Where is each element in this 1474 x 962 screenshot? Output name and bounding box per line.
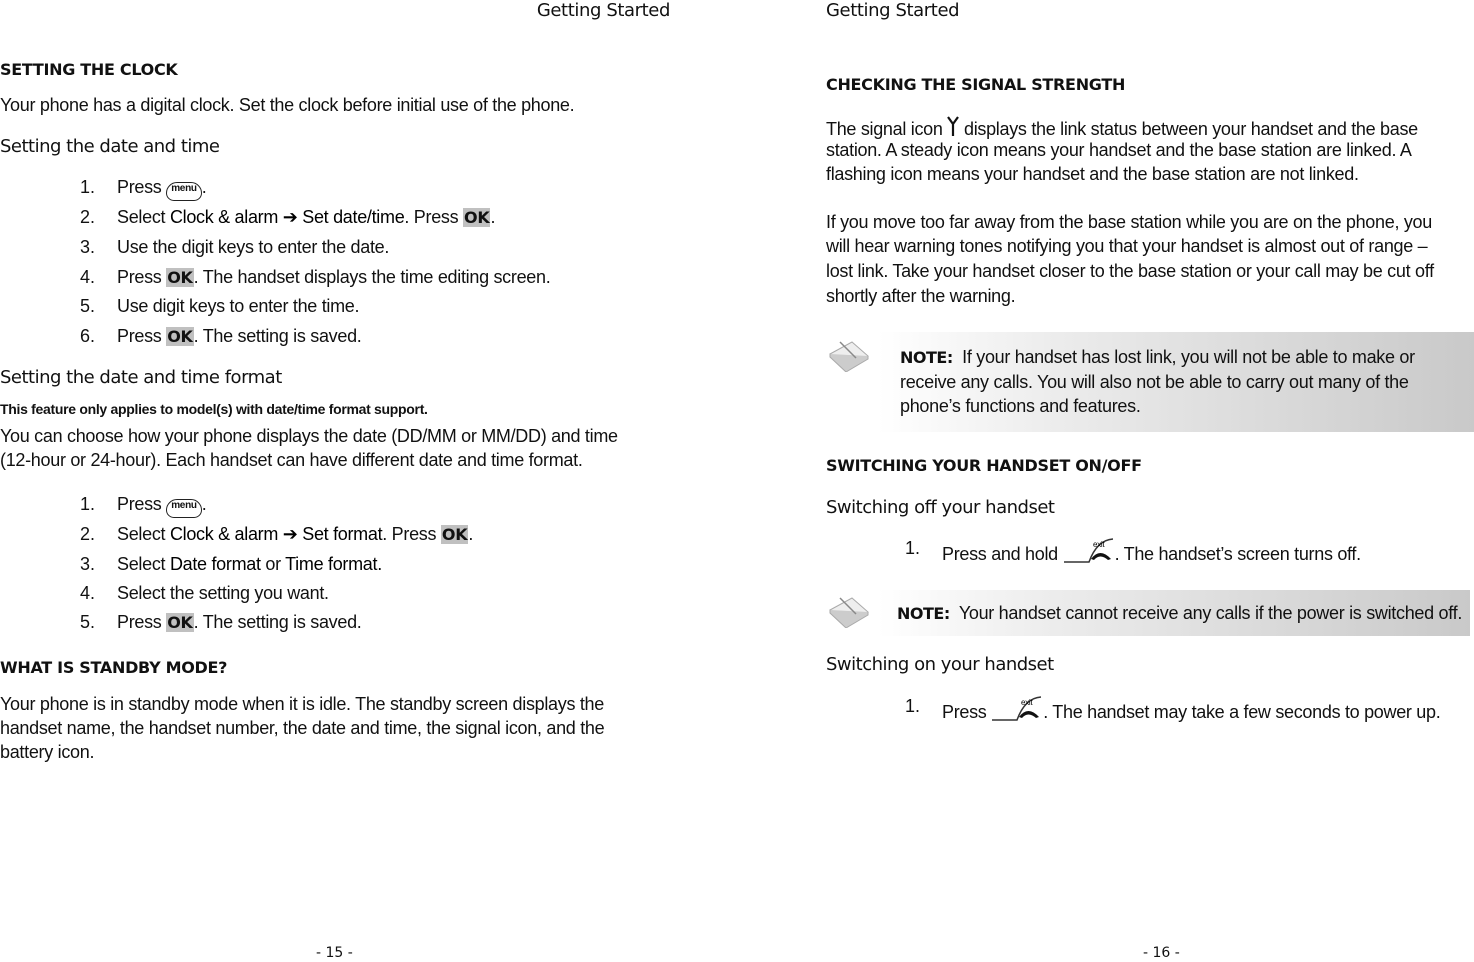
menu-option: Date format xyxy=(169,554,261,574)
step-text: . The handset displays the time editing screen. xyxy=(193,267,551,287)
step-text: . Press xyxy=(382,524,441,544)
step-text: Press xyxy=(117,612,167,632)
step-number: 2. xyxy=(80,524,96,544)
note-line: receive any calls. You will also not be able to carry out many of the xyxy=(900,372,1409,392)
note-label: NOTE: xyxy=(900,348,953,367)
paragraph: Your phone has a digital clock. Set the clock before initial use of the phone. xyxy=(0,95,575,115)
paragraph-line: Your phone is in standby mode when it is idle. The standby screen displays the xyxy=(0,694,604,714)
note-line xyxy=(900,346,1415,369)
step-text: . The setting is saved. xyxy=(193,326,362,346)
step-number: 1. xyxy=(905,538,921,558)
step xyxy=(942,537,1361,565)
paragraph-line: lost link. Take your handset closer to the base station or your call may be cut off xyxy=(826,261,1434,281)
step-number: 2. xyxy=(80,207,96,227)
ok-key-icon: OK xyxy=(441,525,468,544)
step-text: Select xyxy=(117,207,170,227)
ok-key-icon: OK xyxy=(167,613,193,632)
step: Use digit keys to enter the time. xyxy=(117,296,360,316)
step-text: Press and hold xyxy=(942,544,1063,564)
step-text: Press xyxy=(942,702,992,722)
step-text: or xyxy=(260,554,286,574)
step-text: Press xyxy=(117,177,167,197)
text: The signal icon xyxy=(826,119,948,139)
subsection-title: Switching on your handset xyxy=(826,654,1054,675)
step-number: 3. xyxy=(80,237,96,257)
step xyxy=(117,553,382,575)
signal-antenna-icon xyxy=(947,115,959,137)
step-text: . xyxy=(201,177,207,197)
page-header: Getting Started xyxy=(536,0,670,21)
step-text: Press xyxy=(117,267,167,287)
step-number: 1. xyxy=(905,696,921,716)
menu-key-icon: menu xyxy=(166,499,201,518)
exit-key-icon xyxy=(991,695,1043,721)
step-text: . xyxy=(201,494,207,514)
step-number: 3. xyxy=(80,554,96,574)
step-text: Select xyxy=(117,524,170,544)
paragraph-line: shortly after the warning. xyxy=(826,286,1016,306)
menu-key-icon: menu xyxy=(166,182,201,201)
text: displays the link status between your handset and the base xyxy=(959,119,1418,139)
step xyxy=(117,176,206,201)
ok-key-icon: OK xyxy=(464,208,490,227)
step-text: Press xyxy=(117,326,167,346)
paragraph-line: will hear warning tones notifying you that your handset is almost out of range – xyxy=(826,236,1428,256)
note-line xyxy=(897,602,1462,625)
step-text: . xyxy=(490,207,496,227)
paragraph-line: handset name, the handset number, the date and time, the signal icon, and the xyxy=(0,718,605,738)
menu-path: Clock & alarm ➔ Set format xyxy=(169,524,383,544)
menu-option: Time format. xyxy=(285,554,382,574)
step-text: . The setting is saved. xyxy=(193,612,362,632)
exit-key-label: exit xyxy=(1092,540,1104,549)
step xyxy=(942,695,1440,723)
step xyxy=(117,266,550,289)
step xyxy=(117,493,206,518)
paragraph-line xyxy=(826,115,1418,140)
page-header: Getting Started xyxy=(826,0,960,21)
step-number: 6. xyxy=(80,326,96,346)
step xyxy=(117,523,473,546)
step-text: . Press xyxy=(404,207,464,227)
ok-key-icon: OK xyxy=(167,268,193,287)
note-text: Your handset cannot receive any calls if the power is switched off. xyxy=(958,603,1463,623)
step-number: 1. xyxy=(80,177,96,197)
model-note: This feature only applies to model(s) with date/time format support. xyxy=(0,401,428,417)
paragraph-line: If you move too far away from the base station while you are on the phone, you xyxy=(826,212,1432,232)
step-number: 5. xyxy=(80,612,96,632)
subsection-title: Setting the date and time xyxy=(0,136,220,157)
step-number: 1. xyxy=(80,494,96,514)
note-pad-icon xyxy=(826,592,870,628)
exit-key-icon xyxy=(1063,537,1115,563)
step xyxy=(117,206,495,229)
paragraph-line: battery icon. xyxy=(0,742,95,762)
paragraph-line: You can choose how your phone displays the date (DD/MM or MM/DD) and time xyxy=(0,426,618,446)
section-title: SETTING THE CLOCK xyxy=(0,60,178,79)
step xyxy=(117,611,362,634)
step-text: Press xyxy=(117,494,167,514)
step-text: Select xyxy=(117,554,170,574)
exit-key-label: exit xyxy=(1021,698,1033,707)
step-text: . xyxy=(468,524,474,544)
note-line: phone’s functions and features. xyxy=(900,396,1141,416)
step: Select the setting you want. xyxy=(117,583,329,603)
step: Use the digit keys to enter the date. xyxy=(117,237,390,257)
paragraph-line: flashing icon means your handset and the base station are not linked. xyxy=(826,164,1359,184)
step xyxy=(117,325,362,348)
section-title: CHECKING THE SIGNAL STRENGTH xyxy=(826,75,1126,94)
menu-path: Clock & alarm ➔ Set date/time xyxy=(169,207,405,227)
ok-key-icon: OK xyxy=(167,327,193,346)
paragraph-line: station. A steady icon means your handset and the base station are linked. A xyxy=(826,140,1412,160)
section-title: SWITCHING YOUR HANDSET ON/OFF xyxy=(826,456,1142,475)
subsection-title: Setting the date and time format xyxy=(0,367,282,388)
step-text: . The handset may take a few seconds to power up. xyxy=(1043,702,1441,722)
section-title: WHAT IS STANDBY MODE? xyxy=(0,658,228,677)
step-number: 4. xyxy=(80,583,96,603)
page-number: - 16 - xyxy=(1143,945,1180,961)
paragraph-line: (12-hour or 24-hour). Each handset can have different date and time format. xyxy=(0,450,583,470)
step-number: 5. xyxy=(80,296,96,316)
note-text: If your handset has lost link, you will not be able to make or xyxy=(962,347,1415,367)
subsection-title: Switching off your handset xyxy=(826,497,1055,518)
step-number: 4. xyxy=(80,267,96,287)
note-label: NOTE: xyxy=(897,604,950,623)
step-text: . The handset’s screen turns off. xyxy=(1114,544,1361,564)
note-pad-icon xyxy=(826,336,870,372)
page-number: - 15 - xyxy=(316,945,353,961)
